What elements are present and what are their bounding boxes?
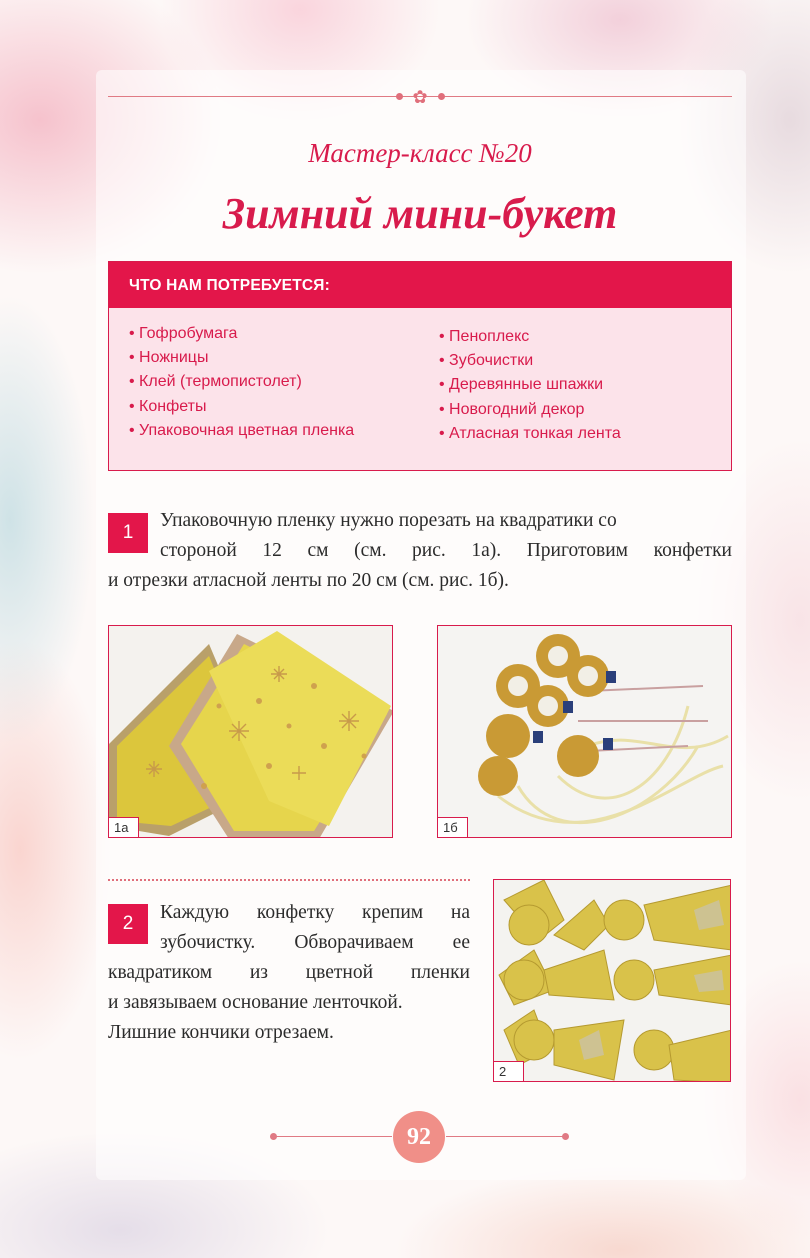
step-2-line-4: и завязываем основание ленточкой. <box>108 992 403 1013</box>
figure-2-caption: 2 <box>494 1061 524 1081</box>
step-1-badge: 1 <box>108 513 148 553</box>
top-ornament <box>108 87 732 107</box>
step-2-line-1: Каждую конфетку крепим на <box>160 902 470 923</box>
footer-line-right <box>446 1136 566 1137</box>
list-item: • Зубочистки <box>439 349 621 373</box>
masterclass-number: Мастер-класс №20 <box>308 138 532 168</box>
materials-box <box>108 261 732 471</box>
footer-dot <box>562 1133 569 1140</box>
footer-dot <box>270 1133 277 1140</box>
page-title: Зимний мини-букет <box>222 189 618 238</box>
step-1-line-3: и отрезки атласной ленты по 20 см (см. рис. 1б). <box>108 570 509 591</box>
list-item: • Деревянные шпажки <box>439 373 621 397</box>
list-item: • Атласная тонкая лента <box>439 422 621 446</box>
step-2-line-2: зубочистку. Обворачиваем ее <box>160 932 470 953</box>
list-item: • Пеноплекс <box>439 325 621 349</box>
figure-1b-photo <box>437 625 732 838</box>
list-item: • Гофробумага <box>129 322 354 346</box>
list-item: • Ножницы <box>129 346 354 370</box>
step-2-line-5: Лишние кончики отрезаем. <box>108 1022 334 1043</box>
figure-2-photo <box>493 879 731 1082</box>
footer-line-left <box>272 1136 392 1137</box>
step-2-line-3: квадратиком из цветной пленки <box>108 962 470 983</box>
figure-1a-photo <box>108 625 393 838</box>
list-item: • Новогодний декор <box>439 398 621 422</box>
step-2-badge: 2 <box>108 904 148 944</box>
list-item: • Клей (термопистолет) <box>129 370 354 394</box>
flower-icon: ✿ <box>412 87 428 107</box>
figure-1b-caption: 1б <box>438 817 468 837</box>
section-divider <box>108 879 470 881</box>
materials-list-left <box>129 322 354 443</box>
materials-heading: ЧТО НАМ ПОТРЕБУЕТСЯ: <box>109 262 731 308</box>
list-item: • Упаковочная цветная пленка <box>129 419 354 443</box>
list-item: • Конфеты <box>129 395 354 419</box>
step-1-line-1: Упаковочную пленку нужно порезать на квадратики со <box>160 510 617 531</box>
figure-1a-caption: 1а <box>109 817 139 837</box>
step-1-line-2: стороной 12 см (см. рис. 1а). Приготовим конфетки <box>160 540 732 561</box>
page-number: 92 <box>393 1111 445 1163</box>
materials-list-right <box>439 325 621 446</box>
